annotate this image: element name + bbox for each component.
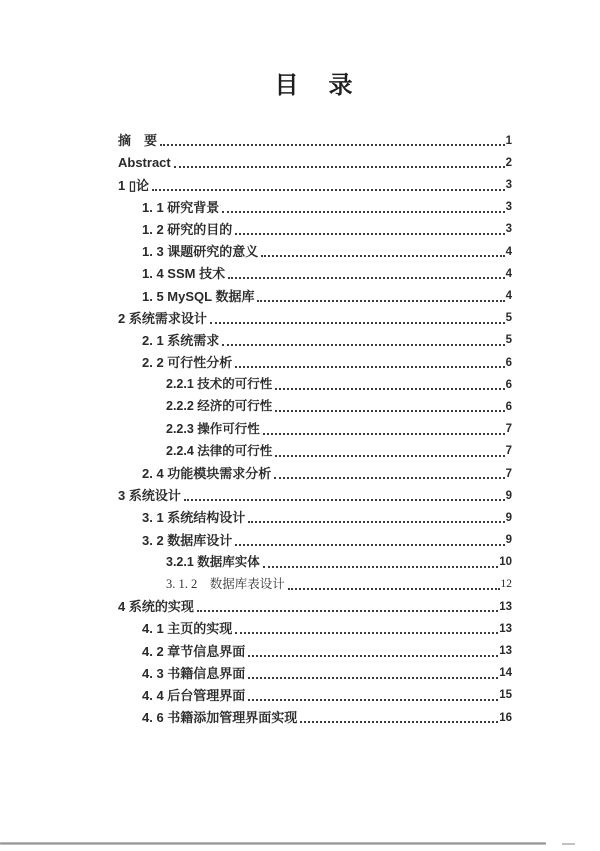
toc-entry[interactable] — [118, 661, 512, 683]
dot-leader — [174, 166, 505, 168]
toc-entry-page: 2 — [505, 156, 512, 169]
dot-leader — [263, 433, 505, 435]
toc-entry-label: 3. 2 数据库设计 — [142, 532, 233, 548]
toc-entry-page: 9 — [505, 534, 512, 547]
toc-entry-page: 6 — [505, 400, 512, 413]
toc-entry-page: 15 — [499, 689, 512, 702]
toc-entry-label: 2.2.3 操作可行性 — [166, 421, 260, 436]
toc-entry[interactable] — [118, 416, 512, 438]
dot-leader — [228, 277, 505, 279]
toc-entry-label: 1. 2 研究的目的 — [142, 221, 233, 237]
toc-entry[interactable] — [118, 261, 512, 283]
toc-entry-page: 7 — [505, 445, 512, 458]
dot-leader — [248, 677, 498, 679]
toc-entry[interactable] — [118, 439, 512, 461]
toc-entry[interactable] — [118, 172, 512, 194]
dot-leader — [288, 588, 500, 590]
toc-entry[interactable] — [118, 195, 512, 217]
toc-list — [118, 128, 512, 727]
dot-leader — [275, 455, 504, 457]
page-title: 目 录 — [274, 73, 356, 99]
toc-entry-page: 5 — [505, 334, 512, 347]
toc-entry[interactable] — [118, 394, 512, 416]
toc-entry-label: 4 系统的实现 — [118, 599, 194, 615]
toc-entry[interactable] — [118, 483, 512, 505]
dot-leader — [275, 388, 504, 390]
toc-entry[interactable] — [118, 372, 512, 394]
toc-entry-page: 3 — [505, 179, 512, 192]
dot-leader — [235, 544, 504, 546]
dot-leader — [263, 566, 498, 568]
toc-entry-label: 2 系统需求设计 — [118, 310, 207, 326]
toc-entry-label: 3 系统设计 — [118, 488, 181, 504]
toc-entry-page: 13 — [499, 600, 512, 613]
dot-leader — [235, 233, 504, 235]
dot-leader — [197, 610, 498, 612]
toc-entry-label: 1. 3 课题研究的意义 — [142, 244, 259, 260]
toc-entry[interactable] — [118, 527, 512, 549]
toc-entry-label: 4. 3 书籍信息界面 — [142, 665, 246, 681]
toc-entry-page: 12 — [500, 578, 512, 591]
toc-entry-label: 2. 2 可行性分析 — [142, 355, 233, 371]
toc-entry[interactable] — [118, 683, 512, 705]
toc-entry[interactable] — [118, 461, 512, 483]
dot-leader — [248, 655, 498, 657]
toc-entry-page: 5 — [505, 312, 512, 325]
toc-entry-label: 2.2.4 法律的可行性 — [166, 443, 273, 458]
toc-entry-page: 10 — [499, 556, 512, 569]
dot-leader — [152, 189, 505, 191]
toc-entry[interactable] — [118, 150, 512, 172]
toc-entry-label: 1. 5 MySQL 数据库 — [142, 288, 255, 304]
dot-leader — [235, 366, 504, 368]
toc-entry[interactable] — [118, 350, 512, 372]
dot-leader — [261, 255, 504, 257]
toc-entry[interactable] — [118, 306, 512, 328]
toc-entry[interactable] — [118, 594, 512, 616]
toc-entry[interactable] — [118, 239, 512, 261]
toc-entry-label: 1. 4 SSM 技术 — [142, 266, 226, 282]
dot-leader — [300, 721, 498, 723]
dot-leader — [160, 144, 505, 146]
toc-entry-label: 4. 2 章节信息界面 — [142, 643, 246, 659]
dot-leader — [184, 499, 505, 501]
toc-entry-page: 9 — [505, 489, 512, 502]
toc-entry-page: 9 — [505, 511, 512, 524]
toc-entry[interactable] — [118, 638, 512, 660]
toc-entry[interactable] — [118, 328, 512, 350]
toc-entry-page: 7 — [505, 467, 512, 480]
toc-entry-page: 4 — [505, 290, 512, 302]
toc-entry-label: 4. 6 书籍添加管理界面实现 — [142, 710, 298, 726]
toc-entry-page: 14 — [499, 667, 512, 680]
toc-entry-page: 7 — [505, 423, 512, 436]
toc-entry-label: 3. 1 系统结构设计 — [142, 510, 246, 526]
toc-entry[interactable] — [118, 550, 512, 572]
toc-entry-label: 1 ▯论 — [118, 177, 149, 193]
toc-entry[interactable] — [118, 128, 512, 150]
toc-entry-label: 4. 1 主页的实现 — [142, 621, 233, 637]
toc-entry-page: 3 — [505, 201, 512, 214]
toc-entry-label: 2.2.1 技术的可行性 — [166, 377, 273, 392]
dot-leader — [222, 344, 504, 346]
toc-entry-label: 4. 4 后台管理界面 — [142, 687, 246, 703]
dot-leader — [275, 410, 504, 412]
toc-entry-label: 2.2.2 经济的可行性 — [166, 399, 273, 414]
toc-entry-page: 16 — [499, 711, 512, 724]
toc-entry[interactable] — [118, 572, 512, 594]
toc-entry-page: 3 — [505, 223, 512, 236]
toc-entry-page: 6 — [505, 356, 512, 369]
dot-leader — [235, 632, 498, 634]
toc-entry-label: 2. 1 系统需求 — [142, 332, 220, 348]
dot-leader — [257, 300, 504, 302]
dot-leader — [248, 699, 498, 701]
toc-entry[interactable] — [118, 505, 512, 527]
toc-entry[interactable] — [118, 217, 512, 239]
toc-entry-label: 摘 要 — [118, 133, 158, 149]
toc-entry-label: 2. 4 功能模块需求分析 — [142, 466, 272, 481]
toc-entry-page: 4 — [505, 267, 512, 280]
toc-entry-label: 1. 1 研究背景 — [142, 199, 220, 215]
toc-entry-page: 1 — [505, 134, 512, 147]
toc-entry[interactable] — [118, 283, 512, 305]
toc-entry-page: 6 — [505, 378, 512, 391]
toc-entry-page: 13 — [499, 622, 512, 635]
toc-entry-label: 3. 1. 2 数据库表设计 — [166, 576, 285, 591]
page-bottom-edge — [0, 842, 546, 845]
dot-leader — [210, 322, 505, 324]
toc-entry[interactable] — [118, 705, 512, 727]
dot-leader — [222, 211, 504, 213]
toc-entry[interactable] — [118, 616, 512, 638]
toc-entry-page: 4 — [505, 245, 512, 258]
dot-leader — [274, 477, 504, 479]
scan-artifact — [562, 843, 575, 845]
dot-leader — [248, 521, 504, 523]
toc-entry-label: 3.2.1 数据库实体 — [166, 554, 260, 569]
toc-entry-page: 13 — [499, 645, 512, 657]
toc-entry-label: Abstract — [118, 155, 171, 171]
